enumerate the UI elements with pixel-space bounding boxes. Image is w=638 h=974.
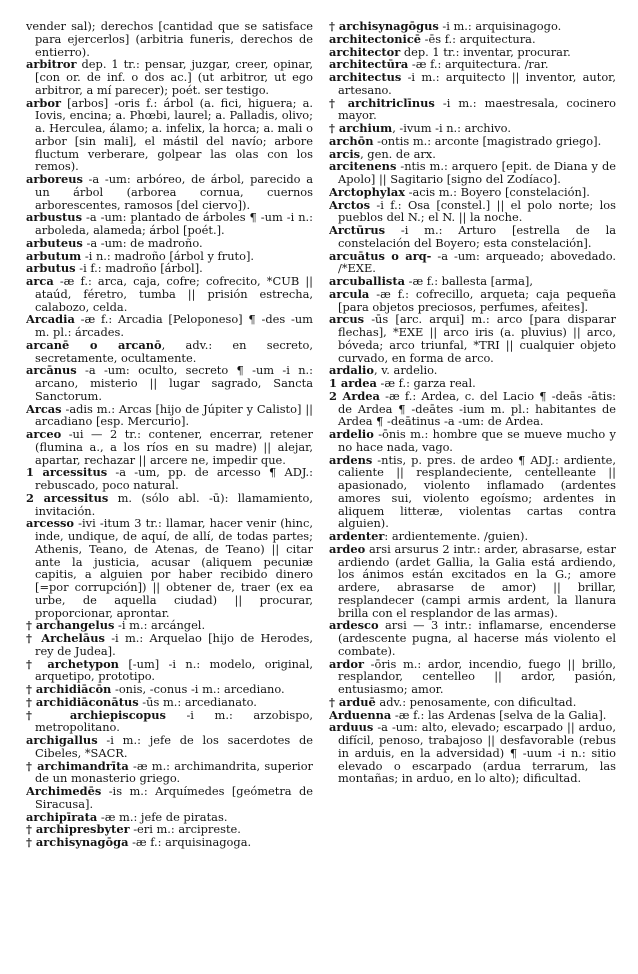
dictionary-entry: ardor -ōris m.: ardor, incendio, fuego || brillo, resplandor, centelleo || ardor, pasión, entusiasmo; amor. [329,656,616,696]
dictionary-entry: 1 arcessitus -a -um, pp. de arcesso ¶ ADJ.: rebuscado, poco natural. [26,465,313,492]
dictionary-entry: † archium, -ivum -i n.: archivo. [329,121,511,135]
dictionary-entry: archipīrata -æ m.: jefe de piratas. [26,809,228,824]
dictionary-entry: architectūra -æ f.: arquitectura. /rar. [329,57,549,72]
dictionary-entry: arbitror dep. 1 tr.: pensar, juzgar, creer, opinar, [con or. de inf. o dos ac.] (ut arbitror, ut ego arbitror, a mí parecer); poét. ser testigo. [26,57,313,97]
dictionary-entry: arcus -ūs [arc. arqui] m.: arco [para disparar flechas], *EXE || arco iris (a. pluvius) || arco, bóveda; arco triunfal, *TRI || cualquier objeto curvado, en forma de arco. [329,312,616,365]
dictionary-entry: 2 arcessitus m. (sólo abl. -ū): llamamiento, invitación. [26,490,313,518]
dictionary-entry: Archimedēs -is m.: Arquímedes [geómetra de Siracusa]. [26,784,313,811]
dictionary-entry: vender sal); derechos [cantidad que se satisface para ejercerlos] (arbitria funeris, derechos de entierro). [26,20,313,59]
dictionary-entry: † architriclīnus -i m.: maestresala, cocinero mayor. [329,95,616,123]
dictionary-entry: † archangelus -i m.: arcángel. [26,618,206,633]
dictionary-entry: ardens -ntis, p. pres. de ardeo ¶ ADJ.: ardiente, caliente || resplandeciente, centelleante || apasionado, violento inflamado (ardentes amores sui, violento egoísmo; ardentes in aliquem litteræ, violentas cartas contra alguien). [329,452,616,531]
dictionary-entry: Arcas -adis m.: Arcas [hijo de Júpiter y Calisto] || arcadiano [esp. Mercurio]. [26,401,313,429]
dictionary-entry: Arctos -i f.: Osa [constel.] || el polo norte; los pueblos del N.; el N. || la noche. [329,197,616,225]
dictionary-entry: ardalio, v. ardelio. [329,363,438,378]
dictionary-entry: arcanē o arcanō, adv.: en secreto, secretamente, ocultamente. [26,337,313,365]
dictionary-entry: arbustus -a -um: plantado de árboles ¶ -um -i n.: arboleda, alameda; árbol [poét.]. [26,210,313,237]
dictionary-entry: † archisynagōgus -i m.: arquisinagogo. [329,20,562,33]
dictionary-entry: † Archelāus -i m.: Arquelao [hijo de Herodes, rey de Judea]. [26,631,313,658]
dictionary-entry: arbor [arbos] -oris f.: árbol (a. fici, higuera; a. Iovis, encina; a. Phœbi, laurel; a. Palladis, olivo; a. Herculea, álamo; a. infelix, la horca; a. mali o arbor [sin mali], el mástil del navío; arbore fluctum verberare, golpear las olas con los remos). [26,95,313,174]
dictionary-entry: arbuteus -a -um: de madroño. [26,235,203,250]
dictionary-entry: Arcadia -æ f.: Arcadia [Peloponeso] ¶ -des -um m. pl.: árcades. [26,312,313,339]
dictionary-entry: ardeo arsi arsurus 2 intr.: arder, abrasarse, estar ardiendo (ardet Gallia, la Galia está ardiendo, los ánimos están excitados en la G.; amore ardere, abrasarse de amor) || brillar, resplandecer (campi armis ardent, la llanura brilla con el resplandor de las armas). [329,541,616,620]
dictionary-entry: arcula -æ f.: cofrecillo, arqueta; caja pequeña [para objetos preciosos, perfumes, afeites]. [329,286,616,314]
dictionary-entry: 2 Ardea -æ f.: Ardea, c. del Lacio ¶ -deās -ātis: de Ardea ¶ -deātes -ium m. pl.: habitantes de Ardea ¶ -deātinus -a -um: de Ardea. [329,388,616,429]
dictionary-entry: ardesco arsi — 3 intr.: inflamarse, encenderse (ardescente pugna, al hacerse más violento el combate). [329,618,616,658]
dictionary-entry: † archetypon [-um] -i n.: modelo, original, arquetipo, prototipo. [26,656,313,684]
dictionary-entry: ardelio -ōnis m.: hombre que se mueve mucho y no hace nada, vago. [329,427,616,454]
dictionary-entry: † archimandrīta -æ m.: archimandrita, superior de un monasterio griego. [26,758,313,786]
dictionary-entry: arca -æ f.: arca, caja, cofre; cofrecito, *CUB || ataúd, féretro, tumba || prisión estrecha, calabozo, celda. [26,274,313,314]
dictionary-entry: arcis, gen. de arx. [329,146,436,161]
dictionary-entry: arcuballista -æ f.: ballesta [arma], [329,274,533,288]
dictionary-page [26,20,616,960]
dictionary-entry: † archipresbyter -eri m.: arcipreste. [26,822,241,837]
dictionary-entry: arbutum -i n.: madroño [árbol y fruto]. [26,248,255,263]
dictionary-entry: 1 ardea -æ f.: garza real. [329,376,476,390]
dictionary-entry: Arctūrus -i m.: Arturo [estrella de la constelación del Boyero; esta constelación]. [329,223,616,250]
dictionary-entry: architectus -i m.: arquitecto || inventor, autor, artesano. [329,70,616,97]
dictionary-entry: arceo -ui — 2 tr.: contener, encerrar, retener (flumina a., a los ríos en su madre) || alejar, apartar, rechazar || arcere ne, impedir que. [26,427,313,467]
right-column [329,20,616,960]
dictionary-entry: † archidiācōn -onis, -conus -i m.: arcediano. [26,682,285,696]
dictionary-entry: arcuātus o arq- -a -um: arqueado; abovedado. /*EXE. [329,248,616,276]
dictionary-entry: architector dep. 1 tr.: inventar, procurar. [329,44,571,59]
dictionary-entry: arcesso -ivi -itum 3 tr.: llamar, hacer venir (hinc, inde, undique, de aquí, de allí, de todas partes; Athenis, Teano, de Atenas, de Teano) || citar ante la justicia, acusar (aliquem pecuniæ capitis, a alguien por haber recibido dinero [=por corrupción]) || obtener de, traer (ex ea urbe, de aquella ciudad) || procurar, proporcionar, aprontar. [26,516,313,620]
left-column [26,20,313,960]
dictionary-entry: Arduenna -æ f.: las Ardenas [selva de la Galia]. [329,707,607,722]
dictionary-entry: arcānus -a -um: oculto, secreto ¶ -um -i n.: arcano, misterio || lugar sagrado, Sancta Sanctorum. [26,363,313,403]
dictionary-entry: † arduē adv.: penosamente, con dificultad. [329,694,577,709]
dictionary-entry: ardenter: ardientemente. /guien). [329,529,529,543]
dictionary-entry: archigallus -i m.: jefe de los sacerdotes de Cibeles, *SACR. [26,733,313,760]
dictionary-entry: † archiepiscopus -i m.: arzobispo, metropolitano. [26,707,313,735]
dictionary-entry: archōn -ontis m.: arconte [magistrado griego]. [329,133,602,148]
dictionary-entry: arcitenens -ntis m.: arquero [epit. de Diana y de Apolo] || Sagitario [signo del Zodíaco]. [329,159,616,186]
dictionary-entry: arduus -a -um: alto, elevado; escarpado || arduo, difícil, penoso, trabajoso || desfavorable (rebus in arduis, en la adversidad) ¶ -uum -i n.: sitio elevado o escarpado (ardua terrarum, las montañas; in arduo, en lo alto); dificultad. [329,720,616,786]
dictionary-entry: architectonicē -ēs f.: arquitectura. [329,31,536,46]
dictionary-entry: † archidiāconātus -ūs m.: arcedianato. [26,694,257,709]
dictionary-entry: † archisynagōga -æ f.: arquisinagoga. [26,835,252,849]
dictionary-entry: Arctophylax -acis m.: Boyero [constelación]. [329,184,590,199]
dictionary-entry: arbutus -i f.: madroño [árbol]. [26,261,203,276]
dictionary-entry: arboreus -a -um: arbóreo, de árbol, parecido a un árbol (arborea cornua, cuernos arborescentes, ramosos [del ciervo]). [26,172,313,212]
